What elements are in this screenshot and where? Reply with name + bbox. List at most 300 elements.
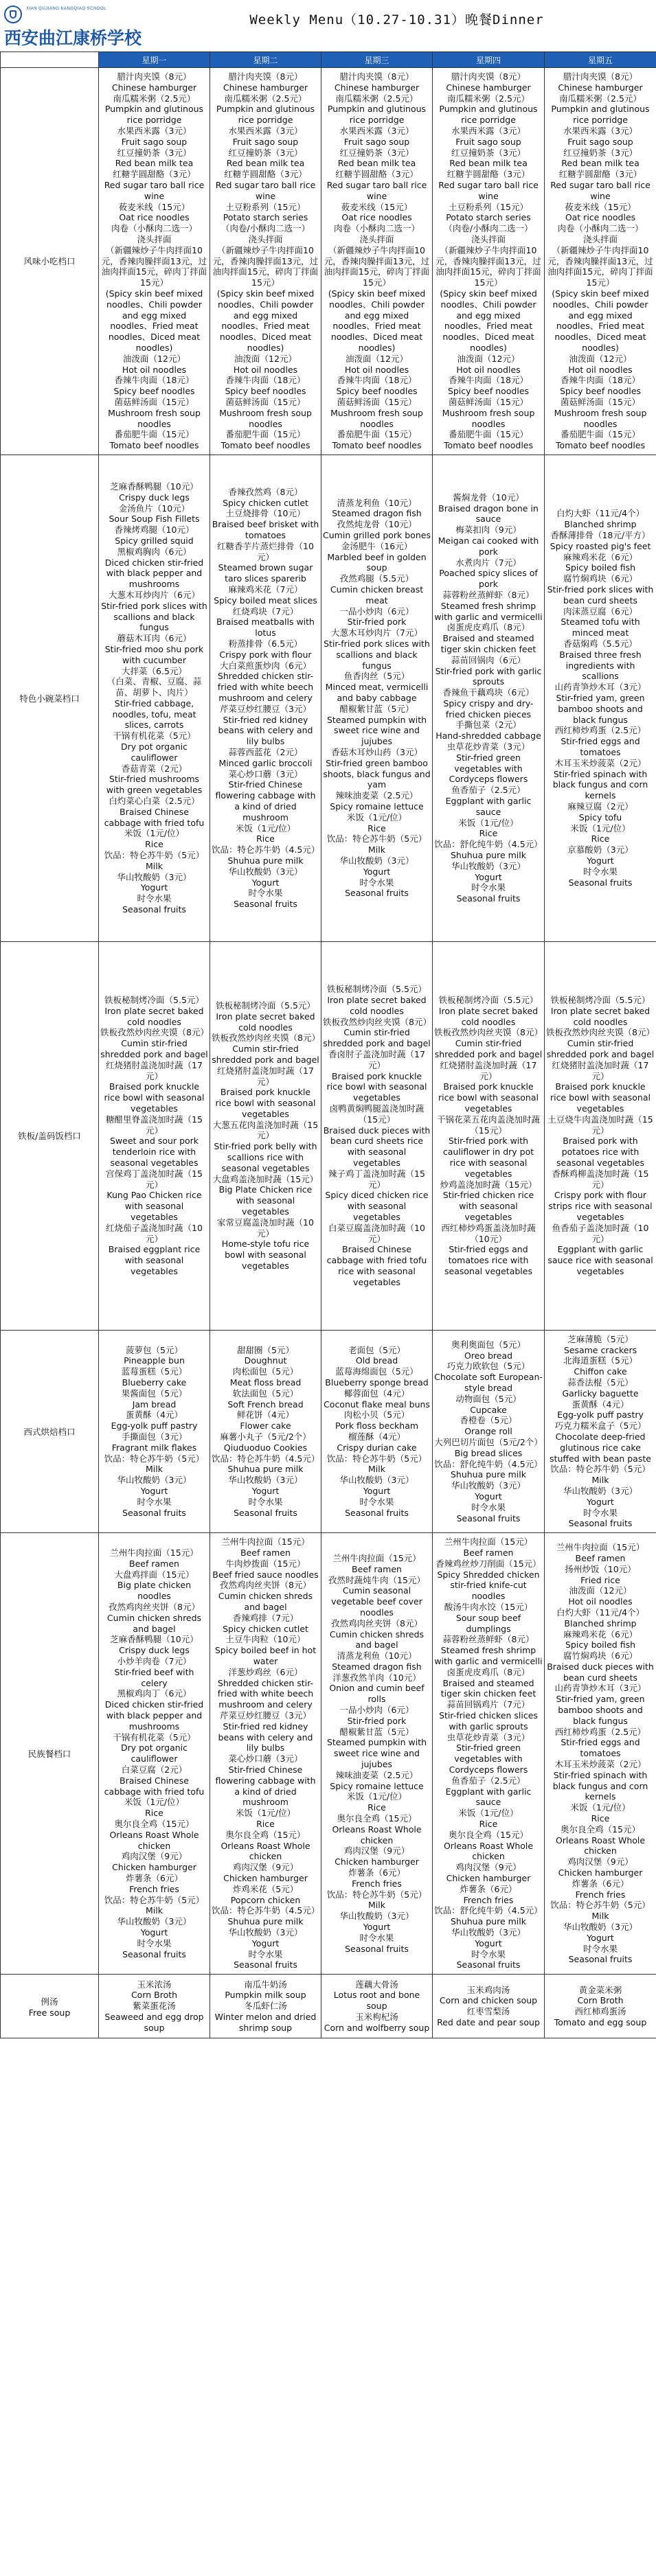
menu-item: 卤蛋虎皮鸡爪（8元） <box>446 622 530 633</box>
menu-item: 饮品：特仑苏牛奶（5元） <box>104 1894 205 1905</box>
menu-body <box>1 68 656 2038</box>
menu-item: 醋椒紫甘蓝（5元） <box>339 1726 414 1737</box>
menu-item: 辣子鸡丁盖浇加时蔬（15元） <box>328 1168 425 1190</box>
menu-item: Winter melon and dried shrimp soup <box>214 2012 317 2033</box>
menu-item: Flower cake <box>240 1421 291 1431</box>
menu-item: 肉松面包（5元） <box>232 1366 299 1377</box>
menu-item: （新疆辣炒子牛肉拌面10元，香辣肉臊拌面13元，过油肉拌面15元，碎肉丁拌面15元） <box>212 244 319 288</box>
menu-item: 孜然鸡肉丝夹饼（8元） <box>109 1602 200 1613</box>
menu-item: French fries <box>463 1894 514 1905</box>
menu-item: 华山牧酸奶（3元） <box>339 855 414 866</box>
menu-item: 白灼大虾（11元/4个） <box>556 508 645 519</box>
menu-item: Crispy duck legs <box>119 1645 190 1656</box>
menu-item: Stir-fried pork slices with scallions and black fungus <box>101 600 207 633</box>
menu-cell <box>99 1533 210 1975</box>
menu-item: 浇头拌面 <box>359 233 394 244</box>
menu-item: 时令水果 <box>359 1932 394 1943</box>
menu-item: 冬瓜虾仁汤 <box>244 2001 287 2012</box>
menu-item: Stir-fried mushrooms with green vegetables <box>106 774 203 796</box>
menu-item: Braised meatballs with lotus <box>216 617 315 639</box>
menu-item: 老面包（5元） <box>348 1344 405 1355</box>
menu-item: 铁板秘制烤冷面（5.5元） <box>438 995 539 1006</box>
menu-item: Red bean milk tea <box>449 158 528 169</box>
menu-item: 水煮肉片（7元） <box>455 557 521 568</box>
menu-item: Seasonal fruits <box>568 877 633 888</box>
menu-item: Yogurt <box>363 866 391 877</box>
menu-item: Cumin stir-fried shredded pork and bagel <box>434 1038 543 1060</box>
menu-item: (Spicy skin beef mixed noodles、Chili powder and egg mixed noodles、Fried meat noodles、Diced meat noodles) <box>328 288 426 353</box>
menu-item: 时令水果 <box>471 1948 506 1959</box>
menu-item: Chicken hamburger <box>335 1856 419 1867</box>
menu-item: 粉蒸排骨（6.5元） <box>228 639 303 649</box>
menu-cell <box>321 68 433 455</box>
menu-item: 麻辣豆腐（2元） <box>567 801 633 812</box>
menu-item: 香辣牛肉面（18元） <box>561 375 640 386</box>
menu-item: Cumin chicken shreds and bagel <box>106 1612 202 1634</box>
menu-item: 黑椒鸡胸肉（6元） <box>117 546 192 557</box>
menu-item: 菜心炒口蘑（3元） <box>228 768 303 779</box>
menu-item: Onion and cumin beef rolls <box>329 1683 425 1705</box>
menu-item: Braised pork knuckle rice bowl with seasonal vegetables <box>215 1087 316 1119</box>
menu-item: 一品小炒肉（6元） <box>339 1705 414 1716</box>
menu-cell <box>210 1975 321 2038</box>
menu-item: Spicy beef noodles <box>447 386 530 397</box>
menu-item: Old bread <box>355 1355 398 1366</box>
menu-item: Minced garlic broccoli <box>218 757 313 768</box>
menu-item: Fruit sago soup <box>455 136 521 147</box>
menu-item: Tomato beef noodles <box>332 440 422 451</box>
menu-item: Oat rice noodles <box>119 212 190 223</box>
menu-item: 紫菜蛋花汤 <box>133 2001 176 2012</box>
station-label-text: 西式烘焙档口 <box>23 1427 76 1438</box>
menu-row <box>1 455 656 941</box>
menu-item: Corn Broth <box>577 1995 624 2006</box>
menu-item: 时令水果 <box>471 882 506 893</box>
menu-item: 红烧猪肘盖浇加时蔬（17元） <box>217 1065 314 1087</box>
menu-item: Rice <box>479 828 498 839</box>
menu-item: 红豆撞奶茶（3元） <box>117 147 192 158</box>
menu-item: 香辣牛肉面（18元） <box>225 375 306 386</box>
menu-item: Diced chicken stir-fried with black pepper and mushrooms <box>104 557 204 590</box>
menu-item: Potato starch series <box>446 212 531 223</box>
menu-item: Orleans Roast Whole chicken <box>109 1829 199 1851</box>
menu-cell <box>545 455 656 941</box>
menu-item: 腊汁肉夹馍（8元） <box>339 71 414 82</box>
menu-item: 米饭（1元/位） <box>124 828 185 839</box>
menu-cell <box>545 941 656 1330</box>
menu-item: 南瓜糯米粥（2.5元） <box>559 93 642 104</box>
page-title: Weekly Menu（10.27-10.31）晚餐Dinner <box>249 12 544 27</box>
day-header: 星期一 <box>99 52 210 68</box>
menu-item: Fruit sago soup <box>232 136 299 147</box>
menu-item: Beef fried sauce noodles <box>212 1569 319 1580</box>
menu-item: Red bean milk tea <box>337 158 416 169</box>
menu-item: 米饭（1元/位） <box>570 1802 631 1813</box>
menu-item: 鱼香茄子盖浇加时蔬（10元） <box>552 1222 649 1244</box>
menu-item: Stir-fried eggs and tomatoes <box>561 1737 640 1759</box>
menu-item: Shuhua pure milk <box>450 1469 526 1480</box>
menu-item: Orleans Roast Whole chicken <box>443 1840 534 1862</box>
menu-item: 大葱木耳炒肉片（6元） <box>109 589 200 600</box>
station-label-text: 铁板/盖码饭档口 <box>18 1131 81 1142</box>
menu-item: 宫保鸡丁盖浇加时蔬（15元） <box>106 1168 203 1190</box>
menu-item: 兰州牛肉拉面（15元） <box>332 1552 421 1563</box>
menu-item: 香酥薄排骨（18元/平方） <box>550 530 651 541</box>
menu-item: 南瓜牛奶汤 <box>244 1979 287 1990</box>
menu-item: 油泼面（12元） <box>123 353 185 364</box>
menu-item: Braised three fresh ingredients with scallions <box>559 649 642 682</box>
menu-item: Chinese hamburger <box>223 82 308 93</box>
menu-item: Seasonal fruits <box>345 1507 409 1518</box>
menu-item: 麻辣鸡米花（6元） <box>563 1629 637 1640</box>
menu-item: 饮品：舒化纯牛奶（4.5元） <box>434 1458 543 1469</box>
menu-item: 华山牧酸奶（3元） <box>228 1927 303 1937</box>
menu-item: 米饭（1元/位） <box>458 817 519 828</box>
menu-item: Hot oil noodles <box>568 364 633 375</box>
menu-item: Spicy boiled beef in hot water <box>214 1645 317 1666</box>
menu-cell <box>433 1330 545 1532</box>
menu-item: Qiuduoduo Cookies <box>223 1442 308 1453</box>
menu-item: 干锅有机花菜（5元） <box>113 731 196 741</box>
menu-item: Sweet and sour pork tenderloin rice with seasonal vegetables <box>109 1136 199 1168</box>
menu-item: Big Plate Chicken rice with seasonal vegetables <box>218 1184 313 1217</box>
menu-item: Garlicky baguette <box>562 1388 639 1399</box>
menu-item: 辣味油麦菜（2.5元） <box>335 790 418 801</box>
menu-item: 饮品：特仑苏牛奶（5元） <box>326 833 427 844</box>
menu-item: Stir-fried pork slices with scallions and black fungus <box>324 639 430 671</box>
menu-item: 浇头拌面 <box>471 233 506 244</box>
menu-item: Hot oil noodles <box>233 364 298 375</box>
menu-item: 菌菇鲜汤面（15元） <box>337 396 417 407</box>
menu-item: 洋葱炒鸡丝（6元） <box>228 1666 303 1677</box>
menu-item: Steamed dragon fish <box>332 508 422 519</box>
menu-item: Seasonal fruits <box>122 1507 186 1518</box>
menu-item: 清蒸龙利鱼（10元） <box>337 1651 417 1661</box>
menu-row <box>1 68 656 455</box>
menu-item: Spicy romaine lettuce <box>330 801 424 812</box>
menu-item: Chicken hamburger <box>112 1862 196 1873</box>
menu-item: 动物面包（5元） <box>455 1393 521 1404</box>
menu-item: Blanched shrimp <box>564 519 637 530</box>
menu-item: Stir-fried chicken rice with seasonal vegetables <box>442 1190 534 1222</box>
menu-item: Yogurt <box>363 1922 391 1933</box>
menu-item: 香辣牛肉面（18元） <box>114 375 194 386</box>
menu-item: 铁板秘制烤冷面（5.5元） <box>216 1000 315 1011</box>
menu-item: 米饭（1元/位） <box>458 1808 519 1819</box>
menu-item: 莜麦米线（15元） <box>565 201 636 212</box>
menu-item: 铁板秘制烤冷面（5.5元） <box>104 995 204 1006</box>
menu-item: 西红柿鸡蛋汤 <box>574 2006 626 2017</box>
menu-item: Steamed fresh shrimp with garlic and vermicelli <box>434 600 543 622</box>
menu-item: 番茄肥牛面（15元） <box>114 429 194 440</box>
menu-item: 兰州牛肉拉面（15元） <box>444 1537 533 1548</box>
menu-item: 酸汤牛肉水饺（15元） <box>444 1602 533 1613</box>
menu-cell <box>99 68 210 455</box>
menu-item: 红烧猪肘盖浇加时蔬（17元） <box>552 1059 649 1081</box>
menu-item: 香卤肘子盖浇加时蔬（17元） <box>328 1049 425 1070</box>
menu-item: Seasonal fruits <box>345 1943 409 1954</box>
menu-item: Egg-yolk puff pastry <box>111 1421 198 1431</box>
menu-item: 腊汁肉夹馍（8元） <box>228 71 303 82</box>
menu-item: Pumpkin and glutinous rice porridge <box>216 104 315 126</box>
menu-item: French fries <box>352 1878 402 1889</box>
menu-item: Rice <box>256 833 275 844</box>
menu-item: Shuhua pure milk <box>227 1916 304 1927</box>
menu-item: Spicy chicken cutlet <box>223 1623 308 1634</box>
menu-item: Coconut flake meal buns <box>324 1399 430 1410</box>
menu-item: Tomato beef noodles <box>443 440 534 451</box>
menu-item: Rice <box>145 839 163 850</box>
menu-item: 肉卷（小酥肉二选一） <box>557 223 644 234</box>
menu-item: 红糖芋圆甜酪（3元） <box>446 169 530 180</box>
menu-item: Stir-fried green vegetables with Cordyceps flowers <box>449 752 528 785</box>
menu-item: 时令水果 <box>359 1496 394 1507</box>
menu-item: Marbled beef in golden soup <box>327 551 427 573</box>
menu-item: 扬州炒饭（10元） <box>565 1563 636 1574</box>
menu-item: 炸薯条（6元） <box>460 1883 517 1894</box>
menu-item: 炸薯条（6元） <box>348 1867 405 1878</box>
menu-item: Stir-fried pork with garlic sprouts <box>435 665 542 687</box>
menu-item: 金汤鱼片（10元） <box>118 503 190 514</box>
menu-item: 辣味油麦菜（2.5元） <box>335 1769 418 1780</box>
menu-cell <box>210 1533 321 1975</box>
menu-item: Sesame crackers <box>563 1344 637 1355</box>
menu-item: Chinese hamburger <box>446 82 531 93</box>
menu-item: Shredded chicken stir-fried with white beech mushroom and celery <box>217 671 314 703</box>
menu-cell <box>321 941 433 1330</box>
menu-item: 时令水果 <box>137 893 172 904</box>
menu-item: Cumin stir-fried shredded pork and bagel <box>323 1027 431 1049</box>
menu-item: Chicken hamburger <box>558 1867 643 1878</box>
menu-item: Seasonal fruits <box>456 893 521 904</box>
menu-item: (Spicy skin beef mixed noodles、Chili powder and egg mixed noodles、Fried meat noodles、Diced meat noodles) <box>216 288 315 353</box>
menu-item: 麻辣鸡米花（6元） <box>563 551 637 562</box>
menu-item: 铁板孜然炒肉丝夹馍（8元） <box>546 1027 655 1038</box>
menu-item: 黑椒鸡肉丁（6元） <box>117 1688 192 1699</box>
menu-item: Mushroom fresh soup noodles <box>108 407 201 429</box>
menu-item: Stir-fried spinach with black fungus and corn kernels <box>552 1769 648 1802</box>
menu-item: 香菇青菜（2元） <box>121 763 188 774</box>
menu-item: Spicy roasted pig's feet <box>550 540 651 551</box>
menu-item: Seaweed and egg drop soup <box>104 2012 204 2033</box>
menu-item: 蒜蓉粉丝蒸鲜虾（8元） <box>442 1634 534 1645</box>
menu-item: 蓝莓蛋糕（5元） <box>121 1366 188 1377</box>
corner-cell <box>1 52 99 68</box>
menu-item: 鸡肉汉堡（9元） <box>232 1862 299 1873</box>
menu-item: 油泼面（12元） <box>346 353 408 364</box>
menu-item: Milk <box>146 1464 163 1475</box>
menu-item: 时令水果 <box>248 888 283 899</box>
menu-cell <box>545 68 656 455</box>
menu-item: Fruit sago soup <box>343 136 410 147</box>
menu-cell <box>433 1975 545 2038</box>
menu-item: Poached spicy slices of pork <box>439 568 538 590</box>
menu-item: 鸡肉汉堡（9元） <box>567 1856 633 1867</box>
menu-item: Braised duck pieces with bean curd sheets <box>547 1661 654 1683</box>
menu-item: Pork floss beckham <box>335 1421 419 1431</box>
menu-item: Soft French bread <box>227 1399 304 1410</box>
menu-item: Potato starch series <box>223 212 308 223</box>
menu-item: Seasonal fruits <box>122 904 186 915</box>
station-label-text: 风味小吃档口 <box>23 256 76 267</box>
station-label <box>1 1975 99 2038</box>
menu-item: Stir-fried yam, green bamboo shoots and black fungus <box>556 1694 645 1726</box>
menu-item: Beef ramen <box>463 1548 514 1559</box>
menu-item: 华山牧酸奶（3元） <box>339 1911 414 1922</box>
menu-item: 铁板秘制烤冷面（5.5元） <box>550 995 651 1006</box>
menu-item: Spicy Shredded chicken stir-fried knife-cut noodles <box>437 1569 540 1602</box>
menu-item: 红糖芋圆甜酪（3元） <box>558 169 642 180</box>
menu-item: 炸薯条（6元） <box>126 1872 183 1883</box>
menu-item: 铁板孜然炒肉丝夹馍（8元） <box>212 1033 320 1044</box>
menu-item: Red sugar taro ball rice wine <box>326 179 427 201</box>
menu-item: Red bean milk tea <box>115 158 194 169</box>
menu-item: 孜然鸡肉丝夹饼（8元） <box>220 1580 311 1591</box>
menu-item: 奥尔良全鸡（15元） <box>561 1824 640 1835</box>
menu-item: 白灼菜心白菜（2.5元） <box>109 796 200 807</box>
menu-cell <box>321 1533 433 1975</box>
menu-item: 铁板孜然炒肉丝夹馍（8元） <box>323 1016 431 1027</box>
menu-item: 浇头拌面 <box>137 233 172 244</box>
menu-item: Stir-fried pork <box>347 617 407 628</box>
menu-item: Spicy diced chicken rice with seasonal vegetables <box>325 1190 429 1222</box>
menu-item: （肉卷/小酥肉二选一） <box>220 223 310 234</box>
menu-item: 米饭（1元/位） <box>124 1797 185 1808</box>
menu-item: Stir-fried pork <box>347 1715 407 1726</box>
menu-item: 红豆撞奶茶（3元） <box>563 147 637 158</box>
menu-cell <box>321 455 433 941</box>
menu-item: Rice <box>591 1813 610 1824</box>
station-label <box>1 1533 99 1975</box>
menu-item: Blanched shrimp <box>564 1618 637 1629</box>
menu-item: 玉米鸡肉汤 <box>466 1984 510 1995</box>
menu-item: Shuhua pure milk <box>227 1464 304 1475</box>
menu-item: Mushroom fresh soup noodles <box>219 407 312 429</box>
menu-item: Red sugar taro ball rice wine <box>215 179 316 201</box>
menu-item: 巧克力欧软包（5元） <box>446 1361 530 1372</box>
menu-item: Chiffon cake <box>574 1366 627 1377</box>
menu-cell <box>321 1330 433 1532</box>
menu-cell <box>433 1533 545 1975</box>
menu-item: Yogurt <box>475 871 502 882</box>
menu-item: Chinese hamburger <box>334 82 420 93</box>
menu-item: 米饭（1元/位） <box>346 1791 407 1802</box>
menu-item: 鸡肉汉堡（9元） <box>121 1851 188 1862</box>
menu-item: 家常豆腐盖浇加时蔬（10元） <box>217 1217 314 1239</box>
menu-item: Cumin seasonal vegetable beef cover noodles <box>331 1585 422 1618</box>
menu-item: 蒜香法棍（5元） <box>567 1377 633 1388</box>
menu-item: 香菇焖鸡（5.5元） <box>563 639 637 649</box>
menu-item: 腊汁肉夹馍（8元） <box>117 71 192 82</box>
menu-item: Shuhua pure milk <box>450 850 526 861</box>
menu-item: 芹菜豆炒红腰豆（3元） <box>220 703 311 714</box>
menu-item: 鲜花饼（4元） <box>237 1410 294 1421</box>
menu-item: Corn and chicken soup <box>439 1995 538 2006</box>
menu-item: 南瓜糯米粥（2.5元） <box>335 93 418 104</box>
menu-item: Red bean milk tea <box>561 158 640 169</box>
menu-item: （新疆辣炒子牛肉拌面10元，香辣肉臊拌面13元，过油肉拌面15元，碎肉丁拌面15元） <box>101 244 207 288</box>
menu-item: Orleans Roast Whole chicken <box>220 1840 310 1862</box>
menu-item: Rice <box>145 1808 163 1819</box>
menu-item: French fries <box>575 1889 626 1900</box>
menu-item: 铁板孜然炒肉丝夹馍（8元） <box>434 1027 543 1038</box>
menu-item: Braised and steamed tiger skin chicken feet <box>440 633 536 654</box>
menu-item: Spicy beef noodles <box>113 386 195 397</box>
menu-item: Braised dragon bone in sauce <box>438 503 539 525</box>
day-header: 星期四 <box>433 52 545 68</box>
menu-cell <box>99 1330 210 1532</box>
menu-item: 大盘鸡拌面（15元） <box>114 1569 194 1580</box>
menu-item: 蒜蓉粉丝蒸鲜虾（8元） <box>442 589 534 600</box>
menu-item: 饮品：特仑苏牛奶（4.5元） <box>212 844 320 855</box>
menu-item: 虫草花炒青菜（3元） <box>446 741 530 752</box>
menu-item: Spicy crispy and dry-fried chicken pieces <box>443 698 534 720</box>
menu-item: 红烧鸡块（7元） <box>232 606 299 617</box>
menu-item: Braised pork knuckle rice bowl with seasonal vegetables <box>550 1081 651 1114</box>
menu-item: Big bread slices <box>454 1447 523 1458</box>
menu-item: 饮品：特仑苏牛奶（4.5元） <box>212 1453 320 1464</box>
menu-item: Red sugar taro ball rice wine <box>104 179 205 201</box>
menu-cell <box>210 941 321 1330</box>
menu-item: 华山牧酸奶（3元） <box>451 1927 525 1937</box>
menu-item: Cumin chicken breast meat <box>330 584 424 606</box>
menu-item: Yogurt <box>587 855 614 866</box>
menu-cell <box>210 1330 321 1532</box>
menu-item: 手撕包菜（2元） <box>455 720 521 731</box>
menu-item: 甜甜圈（5元） <box>237 1344 294 1355</box>
menu-item: （新疆辣炒子牛肉拌面10元，香辣肉臊拌面13元，过油肉拌面15元，碎肉丁拌面15元） <box>436 244 541 288</box>
menu-item: Yogurt <box>475 1491 502 1502</box>
menu-item: Iron plate secret baked cold noodles <box>438 1005 539 1027</box>
menu-item: 腐竹焖鸡块（6元） <box>563 573 637 584</box>
menu-item: 兰州牛肉拉面（15元） <box>221 1537 310 1548</box>
menu-item: Seasonal fruits <box>234 1507 297 1518</box>
menu-item: 金汤肥牛（16元） <box>341 540 413 551</box>
menu-item: Chicken hamburger <box>446 1872 531 1883</box>
menu-item: 南瓜糯米粥（2.5元） <box>113 93 196 104</box>
menu-item: 水果西米露（3元） <box>339 125 414 136</box>
menu-item: 卤蛋虎皮鸡爪（8元） <box>446 1666 530 1677</box>
menu-item: Seasonal fruits <box>345 888 409 899</box>
menu-item: Red sugar taro ball rice wine <box>438 179 539 201</box>
menu-item: 时令水果 <box>583 1507 618 1518</box>
menu-item: Fruit sago soup <box>121 136 188 147</box>
menu-item: 菌菇鲜汤面（15元） <box>114 396 194 407</box>
menu-item: 大白菜煎蛋炒肉（6元） <box>220 660 311 671</box>
menu-item: 红糖芋圆甜酪（3元） <box>335 169 418 180</box>
menu-item: 大拌菜（6.5元） <box>122 665 187 676</box>
menu-item: Cumin stir-fried shredded pork and bagel <box>546 1038 655 1060</box>
menu-item: Seasonal fruits <box>456 1959 521 1970</box>
menu-item: （新疆辣炒子牛肉拌面10元，香辣肉臊拌面13元，过油肉拌面15元，碎肉丁拌面15元） <box>324 244 430 288</box>
menu-item: 孜然鸡肉丝夹饼（8元） <box>331 1618 422 1629</box>
menu-item: Yogurt <box>251 877 280 888</box>
menu-item: 香橙卷（5元） <box>460 1415 517 1426</box>
menu-item: 奥利奥面包（5元） <box>451 1339 525 1350</box>
menu-item: Rice <box>479 1818 498 1829</box>
menu-item: Iron plate secret baked cold noodles <box>104 1005 204 1027</box>
menu-item: 木耳玉米炒菠菜（2元） <box>554 757 646 768</box>
menu-item: （白菜、青椒、豆腐、蒜苗、胡萝卜、肉片） <box>106 676 202 698</box>
menu-item: 铁板孜然炒肉丝夹馍（8元） <box>100 1027 209 1038</box>
menu-item: 红豆撞奶茶（3元） <box>228 147 303 158</box>
menu-item: Yogurt <box>251 1486 280 1497</box>
menu-item: 肉松小贝（5元） <box>343 1410 410 1421</box>
menu-item: Eggplant with garlic sauce <box>445 1786 532 1808</box>
menu-item: 饮品：特仑苏牛奶（4.5元） <box>212 1905 320 1916</box>
menu-item: 奥尔良全鸡（15元） <box>449 1829 528 1840</box>
menu-item: Fried rice <box>580 1574 620 1585</box>
